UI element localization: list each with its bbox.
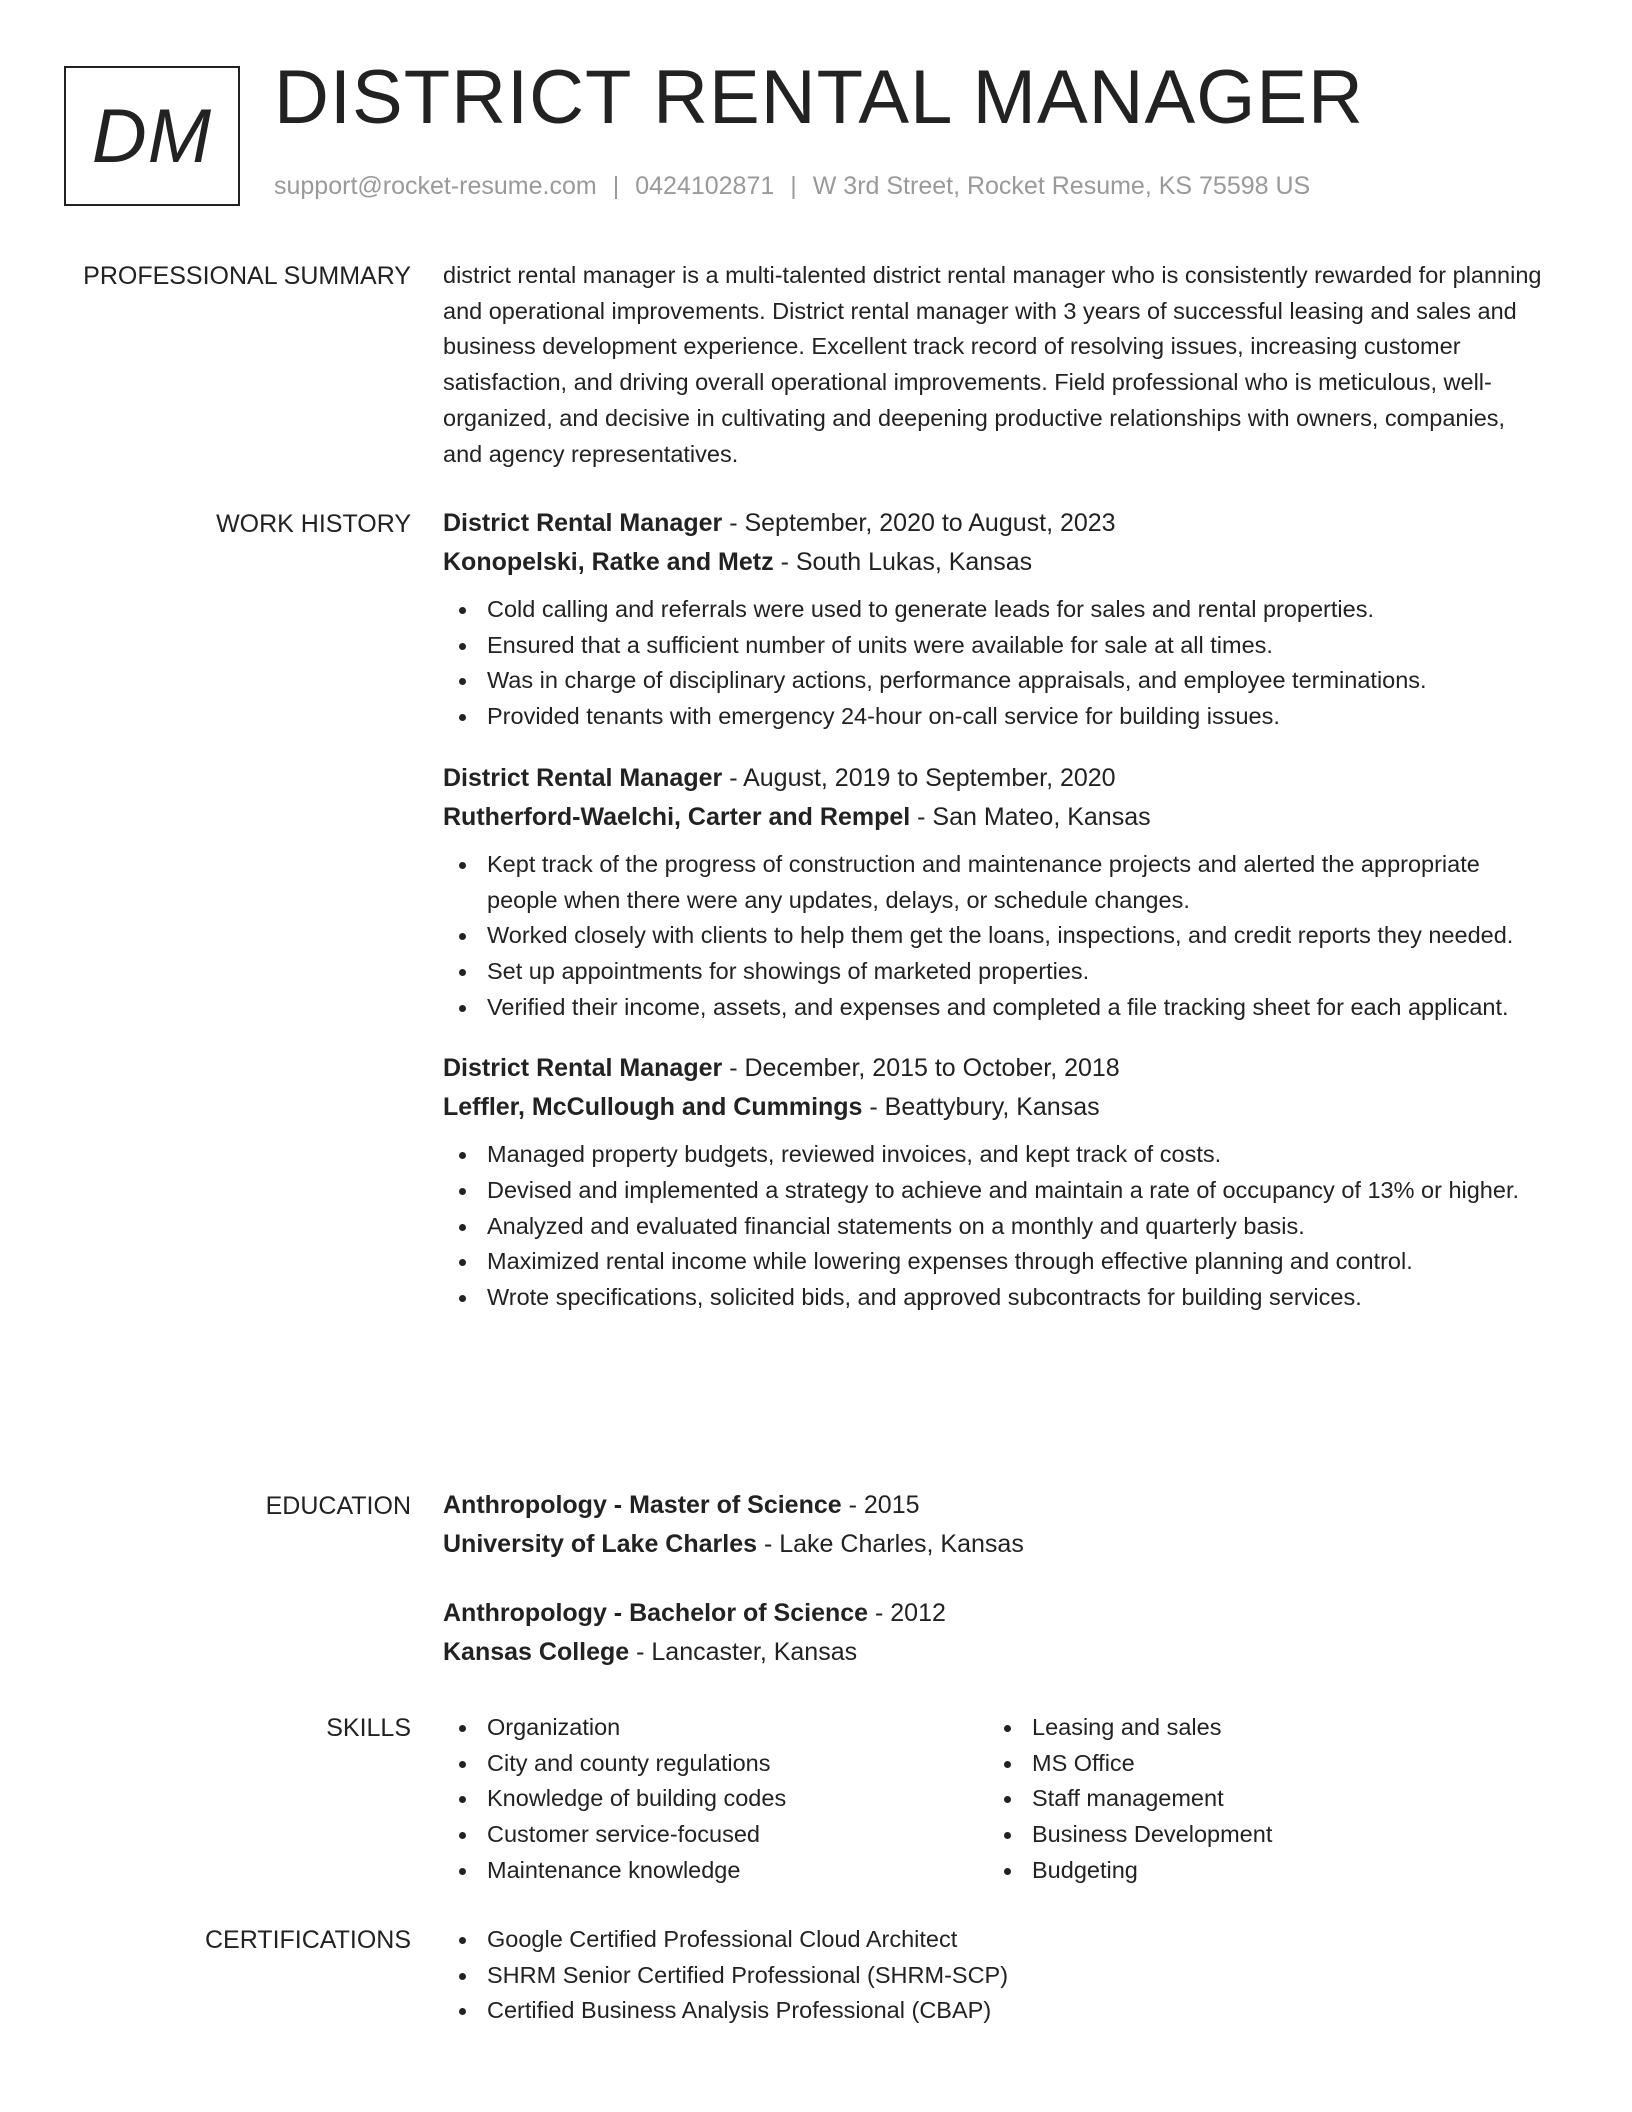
school: University of Lake Charles — [443, 1530, 758, 1558]
school-location: - Lancaster, Kansas — [629, 1638, 858, 1666]
job-bullet: Verified their income, assets, and expenses and completed a file tracking sheet for each applicant. — [443, 990, 1543, 1026]
school-line — [443, 1633, 1543, 1672]
education-body — [443, 1486, 1543, 1702]
job-company-line — [443, 798, 1543, 837]
skill-item: Knowledge of building codes — [443, 1781, 988, 1817]
certifications-list — [443, 1922, 1543, 2029]
degree-year: - 2015 — [841, 1491, 920, 1519]
job-bullet: Managed property budgets, reviewed invoices, and kept track of costs. — [443, 1137, 1543, 1173]
separator: | — [790, 172, 797, 200]
job-company: Rutherford-Waelchi, Carter and Rempel — [443, 802, 911, 831]
degree-line — [443, 1486, 1543, 1525]
summary-body — [443, 258, 1543, 472]
job-bullet: Worked closely with clients to help them get the loans, inspections, and credit reports they needed. — [443, 918, 1543, 954]
phone-text: 0424102871 — [635, 172, 775, 200]
job-entry — [443, 759, 1543, 1026]
certification-item: Certified Business Analysis Professional (CBAP) — [443, 1993, 1543, 2029]
monogram-logo: DM — [64, 66, 240, 206]
job-bullet: Maximized rental income while lowering expenses through effective planning and control. — [443, 1244, 1543, 1280]
separator: | — [612, 172, 620, 200]
job-bullets — [443, 847, 1543, 1026]
job-bullet: Set up appointments for showings of marketed properties. — [443, 954, 1543, 990]
job-bullet: Was in charge of disciplinary actions, performance appraisals, and employee terminations. — [443, 663, 1543, 699]
section-label-summary: PROFESSIONAL SUMMARY — [83, 262, 411, 290]
work-history-body — [443, 504, 1543, 1340]
school: Kansas College — [443, 1638, 630, 1666]
job-entry — [443, 504, 1543, 735]
job-bullet: Wrote specifications, solicited bids, and approved subcontracts for building services. — [443, 1280, 1543, 1316]
job-dates: - August, 2019 to September, 2020 — [722, 763, 1116, 792]
skill-item: City and county regulations — [443, 1746, 988, 1782]
skill-item: Maintenance knowledge — [443, 1853, 988, 1889]
skill-item: Leasing and sales — [988, 1710, 1533, 1746]
job-title-line — [443, 759, 1543, 798]
section-label-education: EDUCATION — [265, 1492, 411, 1520]
school-line — [443, 1525, 1543, 1564]
job-bullets — [443, 592, 1543, 735]
job-location: - Beattybury, Kansas — [862, 1093, 1100, 1122]
job-bullet: Kept track of the progress of construction and maintenance projects and alerted the appropriate people when there were any updates, delays, or schedule changes. — [443, 847, 1543, 918]
job-title: District Rental Manager — [443, 1054, 723, 1083]
job-location: - San Mateo, Kansas — [910, 802, 1151, 831]
skills-list — [988, 1710, 1533, 1889]
job-entry — [443, 1049, 1543, 1316]
job-bullet: Provided tenants with emergency 24-hour on-call service for building issues. — [443, 699, 1543, 735]
job-bullets — [443, 1137, 1543, 1316]
job-dates: - December, 2015 to October, 2018 — [722, 1054, 1120, 1083]
job-bullet: Analyzed and evaluated financial statements on a monthly and quarterly basis. — [443, 1209, 1543, 1245]
job-title: District Rental Manager — [443, 509, 723, 537]
section-label-work-history: WORK HISTORY — [216, 510, 411, 538]
section-label-skills: SKILLS — [326, 1714, 411, 1742]
job-title-line — [443, 1049, 1543, 1088]
job-company-line — [443, 1088, 1543, 1127]
summary-text: district rental manager is a multi-talented district rental manager who is consistently rewarded for planning and operational improvements. District rental manager with 3 years of successful leasing and sales and business development experience. Excellent track record of resolving issues, increasing customer satisfaction, and driving overall operational improvements. Field professional who is meticulous, well-organized, and decisive in cultivating and deepening productive relationships with owners, companies, and agency representatives. — [443, 262, 1542, 467]
job-bullet: Cold calling and referrals were used to generate leads for sales and rental properties. — [443, 592, 1543, 628]
skill-item: Organization — [443, 1710, 988, 1746]
contact-line — [274, 172, 1310, 201]
email-text: support@rocket-resume.com — [274, 172, 597, 200]
job-bullet: Devised and implemented a strategy to achieve and maintain a rate of occupancy of 13% or higher. — [443, 1173, 1543, 1209]
skill-item: Customer service-focused — [443, 1817, 988, 1853]
skill-item: Budgeting — [988, 1853, 1533, 1889]
job-dates: - September, 2020 to August, 2023 — [722, 509, 1116, 537]
job-title: District Rental Manager — [443, 763, 723, 792]
degree-line — [443, 1594, 1543, 1633]
degree: Anthropology - Master of Science — [443, 1491, 842, 1519]
degree-year: - 2012 — [868, 1599, 946, 1627]
job-bullet: Ensured that a sufficient number of units were available for sale at all times. — [443, 628, 1543, 664]
skills-list — [443, 1710, 988, 1889]
job-title-line — [443, 504, 1543, 543]
skills-columns — [443, 1710, 1543, 1889]
job-company: Leffler, McCullough and Cummings — [443, 1093, 863, 1122]
certification-item: Google Certified Professional Cloud Architect — [443, 1922, 1543, 1958]
skills-column-left — [443, 1710, 988, 1889]
job-company-line — [443, 543, 1543, 582]
certification-item: SHRM Senior Certified Professional (SHRM-SCP) — [443, 1958, 1543, 1994]
skill-item: Staff management — [988, 1781, 1533, 1817]
address-text: W 3rd Street, Rocket Resume, KS 75598 US — [812, 172, 1311, 200]
degree: Anthropology - Bachelor of Science — [443, 1599, 869, 1627]
certifications-body — [443, 1922, 1543, 2029]
school-location: - Lake Charles, Kansas — [757, 1530, 1024, 1558]
skills-body — [443, 1710, 1543, 1889]
skills-column-right — [988, 1710, 1533, 1889]
skill-item: MS Office — [988, 1746, 1533, 1782]
section-label-certifications: CERTIFICATIONS — [204, 1926, 411, 1954]
education-entry — [443, 1486, 1543, 1564]
education-entry — [443, 1594, 1543, 1672]
job-location: - South Lukas, Kansas — [773, 548, 1033, 576]
skill-item: Business Development — [988, 1817, 1533, 1853]
job-company: Konopelski, Ratke and Metz — [443, 548, 774, 576]
page-title: DISTRICT RENTAL MANAGER — [274, 55, 1364, 140]
